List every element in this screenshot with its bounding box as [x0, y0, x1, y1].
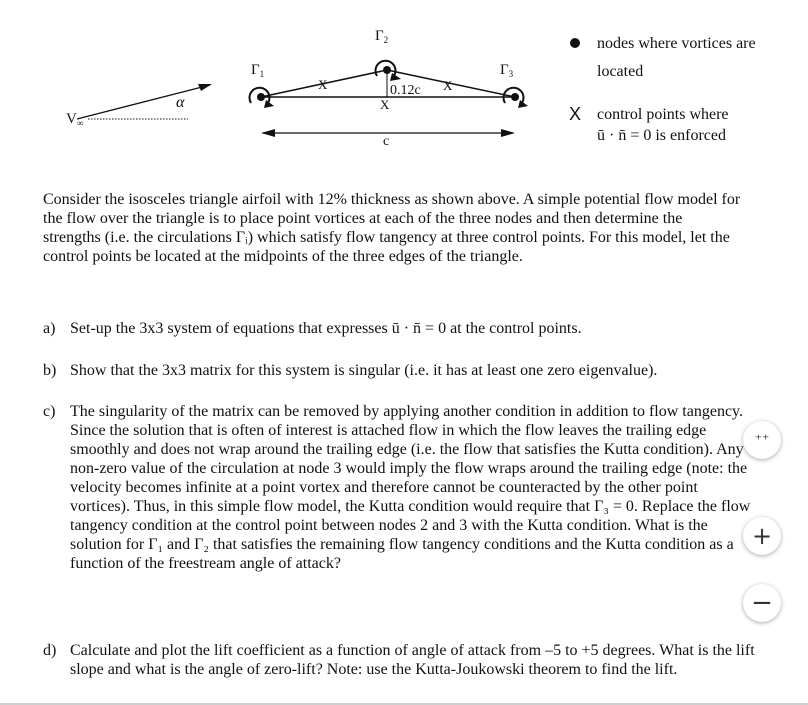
chord-label: c	[383, 134, 390, 149]
question-label: a)	[43, 320, 56, 337]
freestream-arrowhead	[198, 84, 212, 91]
minus-icon: −	[751, 588, 773, 618]
legend-x-symbol: X	[569, 104, 582, 124]
gamma-3-label: $\Gamma_3$	[500, 62, 514, 79]
gamma-2-label: $\Gamma_2$	[375, 28, 389, 45]
control-point-front: X	[318, 77, 328, 92]
chord-arrowhead-left	[261, 129, 275, 137]
question-text: Calculate and plot the lift coefficient as a function of angle of attack from –5 to +5 degrees. What is the lift slope and what is the angle of zero-lift? Note: use the Kutta-Joukowski theorem to find the lift.	[70, 642, 755, 678]
freestream-arrow	[77, 85, 210, 119]
chord-arrowhead-right	[501, 129, 515, 137]
control-point-rear: X	[443, 78, 453, 93]
question-text: Show that the 3x3 matrix for this system is singular (i.e. it has at least one zero eigenvalue).	[70, 362, 658, 379]
control-point-lower: X	[380, 97, 390, 112]
gamma-1-label: $\Gamma_1$	[251, 62, 265, 79]
question-label: d)	[43, 642, 57, 659]
question-text: The singularity of the matrix can be removed by applying another condition in addition to flow tangency. Since the solution that is often of interest is attached flow in which the flow leaves the trailing edge smoothly and does not wrap around the trailing edge (i.e. the flow that satisfies the Kutta condition). Any non-zero value of the circulation at node 3 would imply the flow wraps around the trailing edge (note: the velocity becomes infinite at a point vortex and therefore cannot be counteracted by the other point vortices). Thus, in this simple flow model, the Kutta condition would require that Γ₃ = 0. Replace the flow tangency condition at the control point between nodes 2 and 3 with the Kutta condition. What is the solution for Γ₁ and Γ₂ that satisfies the remaining flow tangency conditions and the Kutta condition as a function of the freestream angle of attack?	[70, 403, 751, 572]
thickness-label: 0.12c	[390, 83, 421, 98]
legend-node-dot	[570, 38, 580, 48]
zoom-in-button[interactable]	[743, 517, 781, 555]
alpha-label: α	[176, 94, 185, 111]
vortex-node-3	[504, 88, 528, 108]
question-label: c)	[43, 403, 56, 420]
zoom-out-button[interactable]	[743, 584, 781, 622]
plus-icon: +	[751, 522, 773, 550]
legend-control-points	[597, 104, 802, 146]
legend-control-text: control points where	[597, 106, 729, 123]
vortex-node-1	[250, 88, 274, 108]
question-label: b)	[43, 362, 57, 379]
vortex-node-2	[376, 61, 401, 81]
fit-to-screen-button[interactable]	[743, 421, 781, 459]
fit-screen-icon: ⁺⁺	[754, 432, 770, 448]
v-inf-label: $V_\infty$	[66, 111, 84, 128]
legend-control-equation: ū · n̄ = 0 is enforced	[597, 127, 726, 144]
legend-nodes-text: nodes where vortices are located	[597, 35, 756, 80]
question-text: Set-up the 3x3 system of equations that expresses ū · n̄ = 0 at the control points.	[70, 320, 582, 337]
problem-intro: Consider the isosceles triangle airfoil with 12% thickness as shown above. A simple potential flow model for the flow over the triangle is to place point vortices at each of the three nodes and then determine the strengths (i.e. the circulations Γᵢ) which satisfy flow tangency at three control points. For this model, let the control points be located at the midpoints of the three edges of the triangle.	[43, 191, 741, 265]
airfoil-figure	[0, 0, 808, 180]
